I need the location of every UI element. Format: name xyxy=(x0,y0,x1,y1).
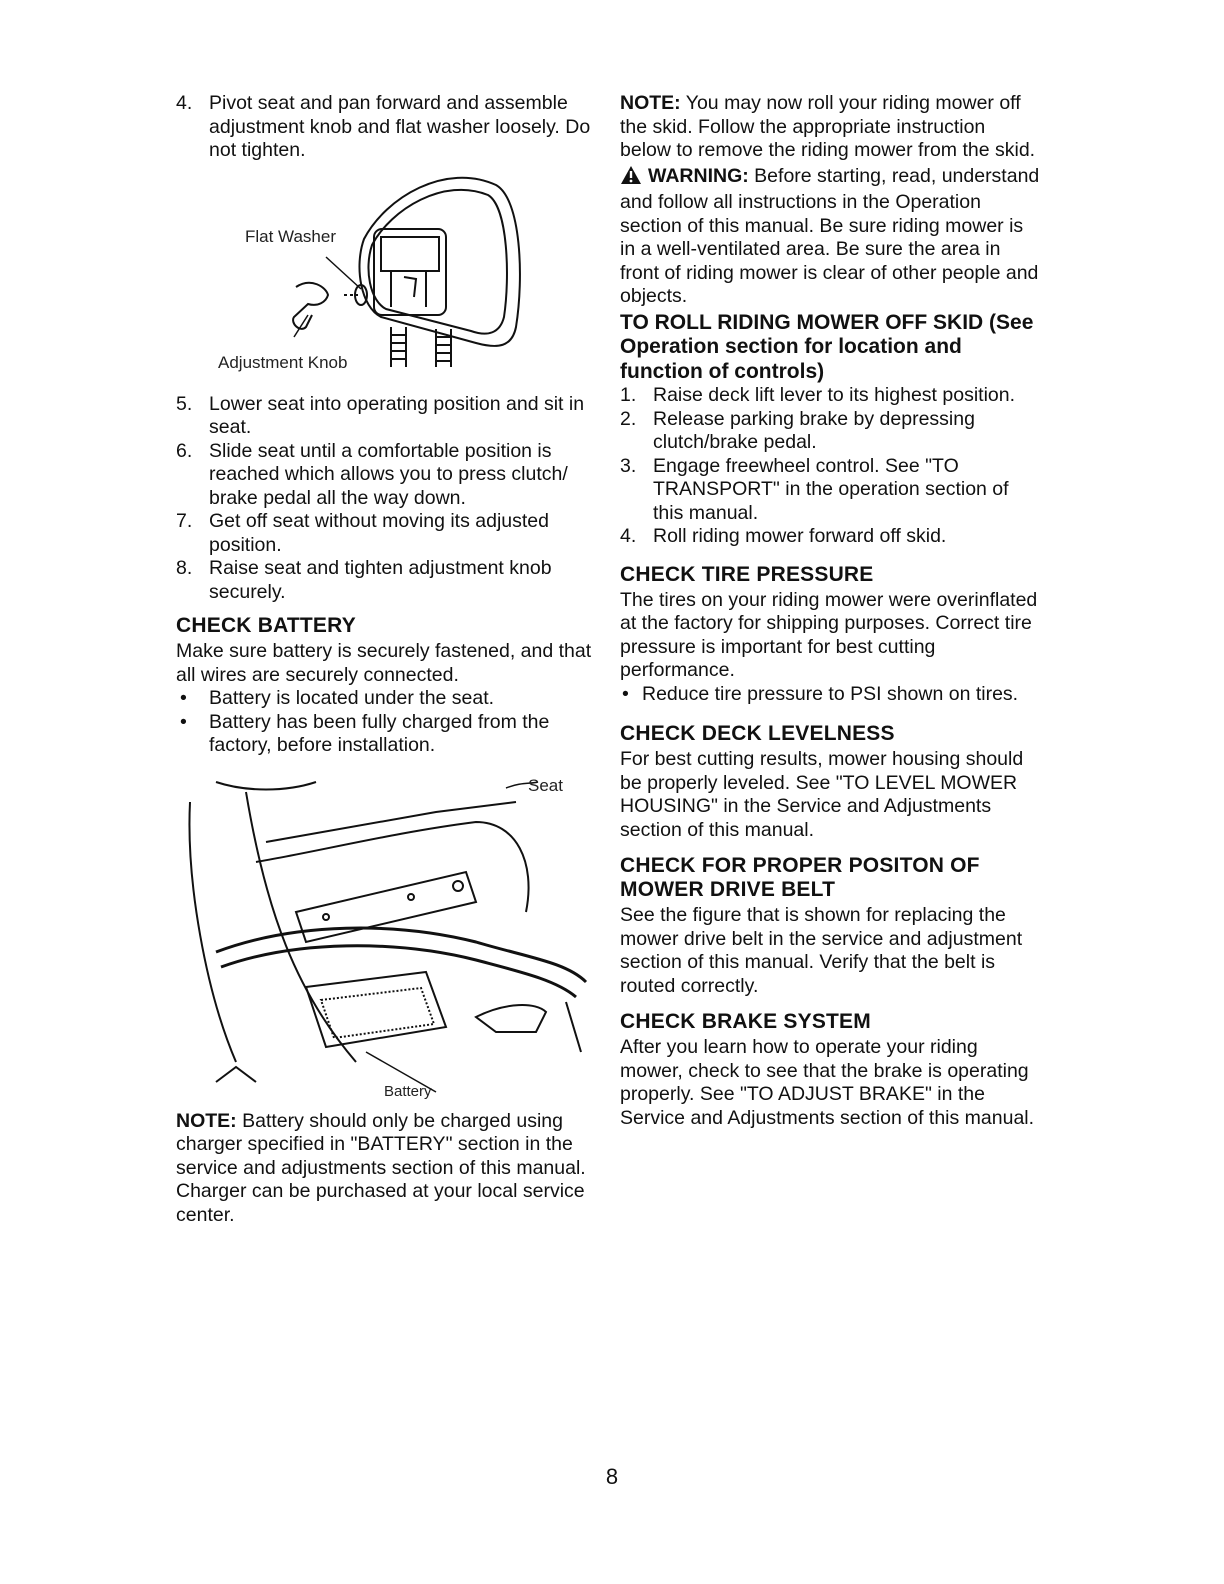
bullet-text: Battery has been fully charged from the factory, before installation. xyxy=(209,710,550,756)
warning-paragraph xyxy=(620,165,1040,309)
seat-knob-figure xyxy=(176,167,594,379)
flat-washer-label: Flat Washer xyxy=(245,226,337,246)
step-text: Pivot seat and pan forward and assemble adjustment knob and flat washer loosely. Do not tighten. xyxy=(209,92,591,161)
note-label: NOTE: xyxy=(176,1109,237,1132)
tire-bullet xyxy=(620,683,1040,707)
belt-paragraph: See the figure that is shown for replacing the mower drive belt in the service and adjustment section of this manual. Verify that the belt is routed correctly. xyxy=(620,904,1023,997)
note-text: You may now roll your riding mower off the skid. Follow the appropriate instruction below to remove the riding mower from the skid. xyxy=(620,92,1036,161)
bullet-text: Battery is located under the seat. xyxy=(209,687,495,709)
step-8 xyxy=(176,557,594,604)
step-number: 6. xyxy=(176,439,193,462)
left-column xyxy=(176,92,594,1227)
warning-triangle-icon xyxy=(620,165,642,192)
step-number: 3. xyxy=(620,454,637,477)
step-number: 5. xyxy=(176,392,193,415)
step-4 xyxy=(176,92,594,163)
tire-paragraph: The tires on your riding mower were overinflated at the factory for shipping purposes. Correct tire pressure is important for best cutting performance. xyxy=(620,588,1038,681)
battery-paragraph: Make sure battery is securely fastened, and that all wires are securely connected. xyxy=(176,640,592,686)
check-battery-heading: CHECK BATTERY xyxy=(176,614,356,637)
roll-mower-heading: TO ROLL RIDING MOWER OFF SKID (See Operation section for location and function of controls) xyxy=(620,310,1034,383)
step-text: Release parking brake by depressing clutch/brake pedal. xyxy=(653,407,975,453)
bullet-icon: • xyxy=(180,710,187,733)
right-column xyxy=(620,92,1040,1130)
battery-figure xyxy=(176,762,594,1100)
battery-bullet xyxy=(176,711,594,758)
warning-text: Before starting, read, understand and follow all instructions in the Operation section of this manual. Be sure riding mower is in a well-ventilated area. Be sure the area in front of riding mower is clear of other people and objects. xyxy=(620,164,1040,307)
step-number: 8. xyxy=(176,557,193,579)
deck-paragraph: For best cutting results, mower housing should be properly leveled. See "TO LEVEL MOWER HOUSING" in the Service and Adjustments section of this manual. xyxy=(620,748,1024,841)
step-7 xyxy=(176,510,594,557)
roll-step-3 xyxy=(620,455,1040,526)
battery-illustration xyxy=(176,762,594,1094)
warning-label: WARNING: xyxy=(648,164,749,187)
bullet-icon: • xyxy=(622,682,629,705)
step-text: Lower seat into operating position and sit in seat. xyxy=(209,392,585,438)
note-text: Battery should only be charged using charger specified in "BATTERY" section in the service and adjustments section of this manual. Charger can be purchased at your local service center. xyxy=(176,1109,586,1226)
note-label: NOTE: xyxy=(620,92,681,114)
roll-step-2 xyxy=(620,408,1040,455)
bullet-icon: • xyxy=(180,687,187,709)
battery-bullet xyxy=(176,687,594,711)
step-5 xyxy=(176,393,594,440)
step-number: 2. xyxy=(620,407,637,430)
step-6 xyxy=(176,440,594,511)
seat-label: Seat xyxy=(528,775,563,795)
page-number: 8 xyxy=(605,1464,619,1489)
battery-note xyxy=(176,1110,594,1228)
adjustment-knob-label: Adjustment Knob xyxy=(218,352,348,372)
step-number: 4. xyxy=(176,92,193,114)
step-text: Get off seat without moving its adjusted position. xyxy=(209,510,549,556)
step-number: 7. xyxy=(176,510,193,532)
brake-paragraph: After you learn how to operate your riding mower, check to see that the brake is operating properly. See "TO ADJUST BRAKE" in the Service and Adjustments section of this manual. xyxy=(620,1036,1035,1129)
step-text: Raise deck lift lever to its highest position. xyxy=(653,384,1016,406)
step-text: Raise seat and tighten adjustment knob securely. xyxy=(209,557,552,603)
battery-label: Battery xyxy=(384,1082,432,1100)
step-text: Roll riding mower forward off skid. xyxy=(653,525,947,547)
roll-note xyxy=(620,92,1040,163)
bullet-text: Reduce tire pressure to PSI shown on tires. xyxy=(642,682,1019,705)
step-text: Engage freewheel control. See "TO TRANSPORT" in the operation section of this manual. xyxy=(653,454,1009,524)
step-number: 4. xyxy=(620,525,637,547)
check-drive-belt-heading: CHECK FOR PROPER POSITON OF MOWER DRIVE BELT xyxy=(620,854,980,901)
check-deck-levelness-heading: CHECK DECK LEVELNESS xyxy=(620,722,895,745)
roll-step-1 xyxy=(620,384,1040,408)
seat-knob-illustration xyxy=(176,167,594,379)
step-text: Slide seat until a comfortable position is reached which allows you to press clutch/ brake pedal all the way down. xyxy=(209,439,568,509)
check-tire-pressure-heading: CHECK TIRE PRESSURE xyxy=(620,562,874,586)
roll-step-4 xyxy=(620,525,1040,549)
check-brake-system-heading: CHECK BRAKE SYSTEM xyxy=(620,1010,871,1033)
step-number: 1. xyxy=(620,384,637,406)
